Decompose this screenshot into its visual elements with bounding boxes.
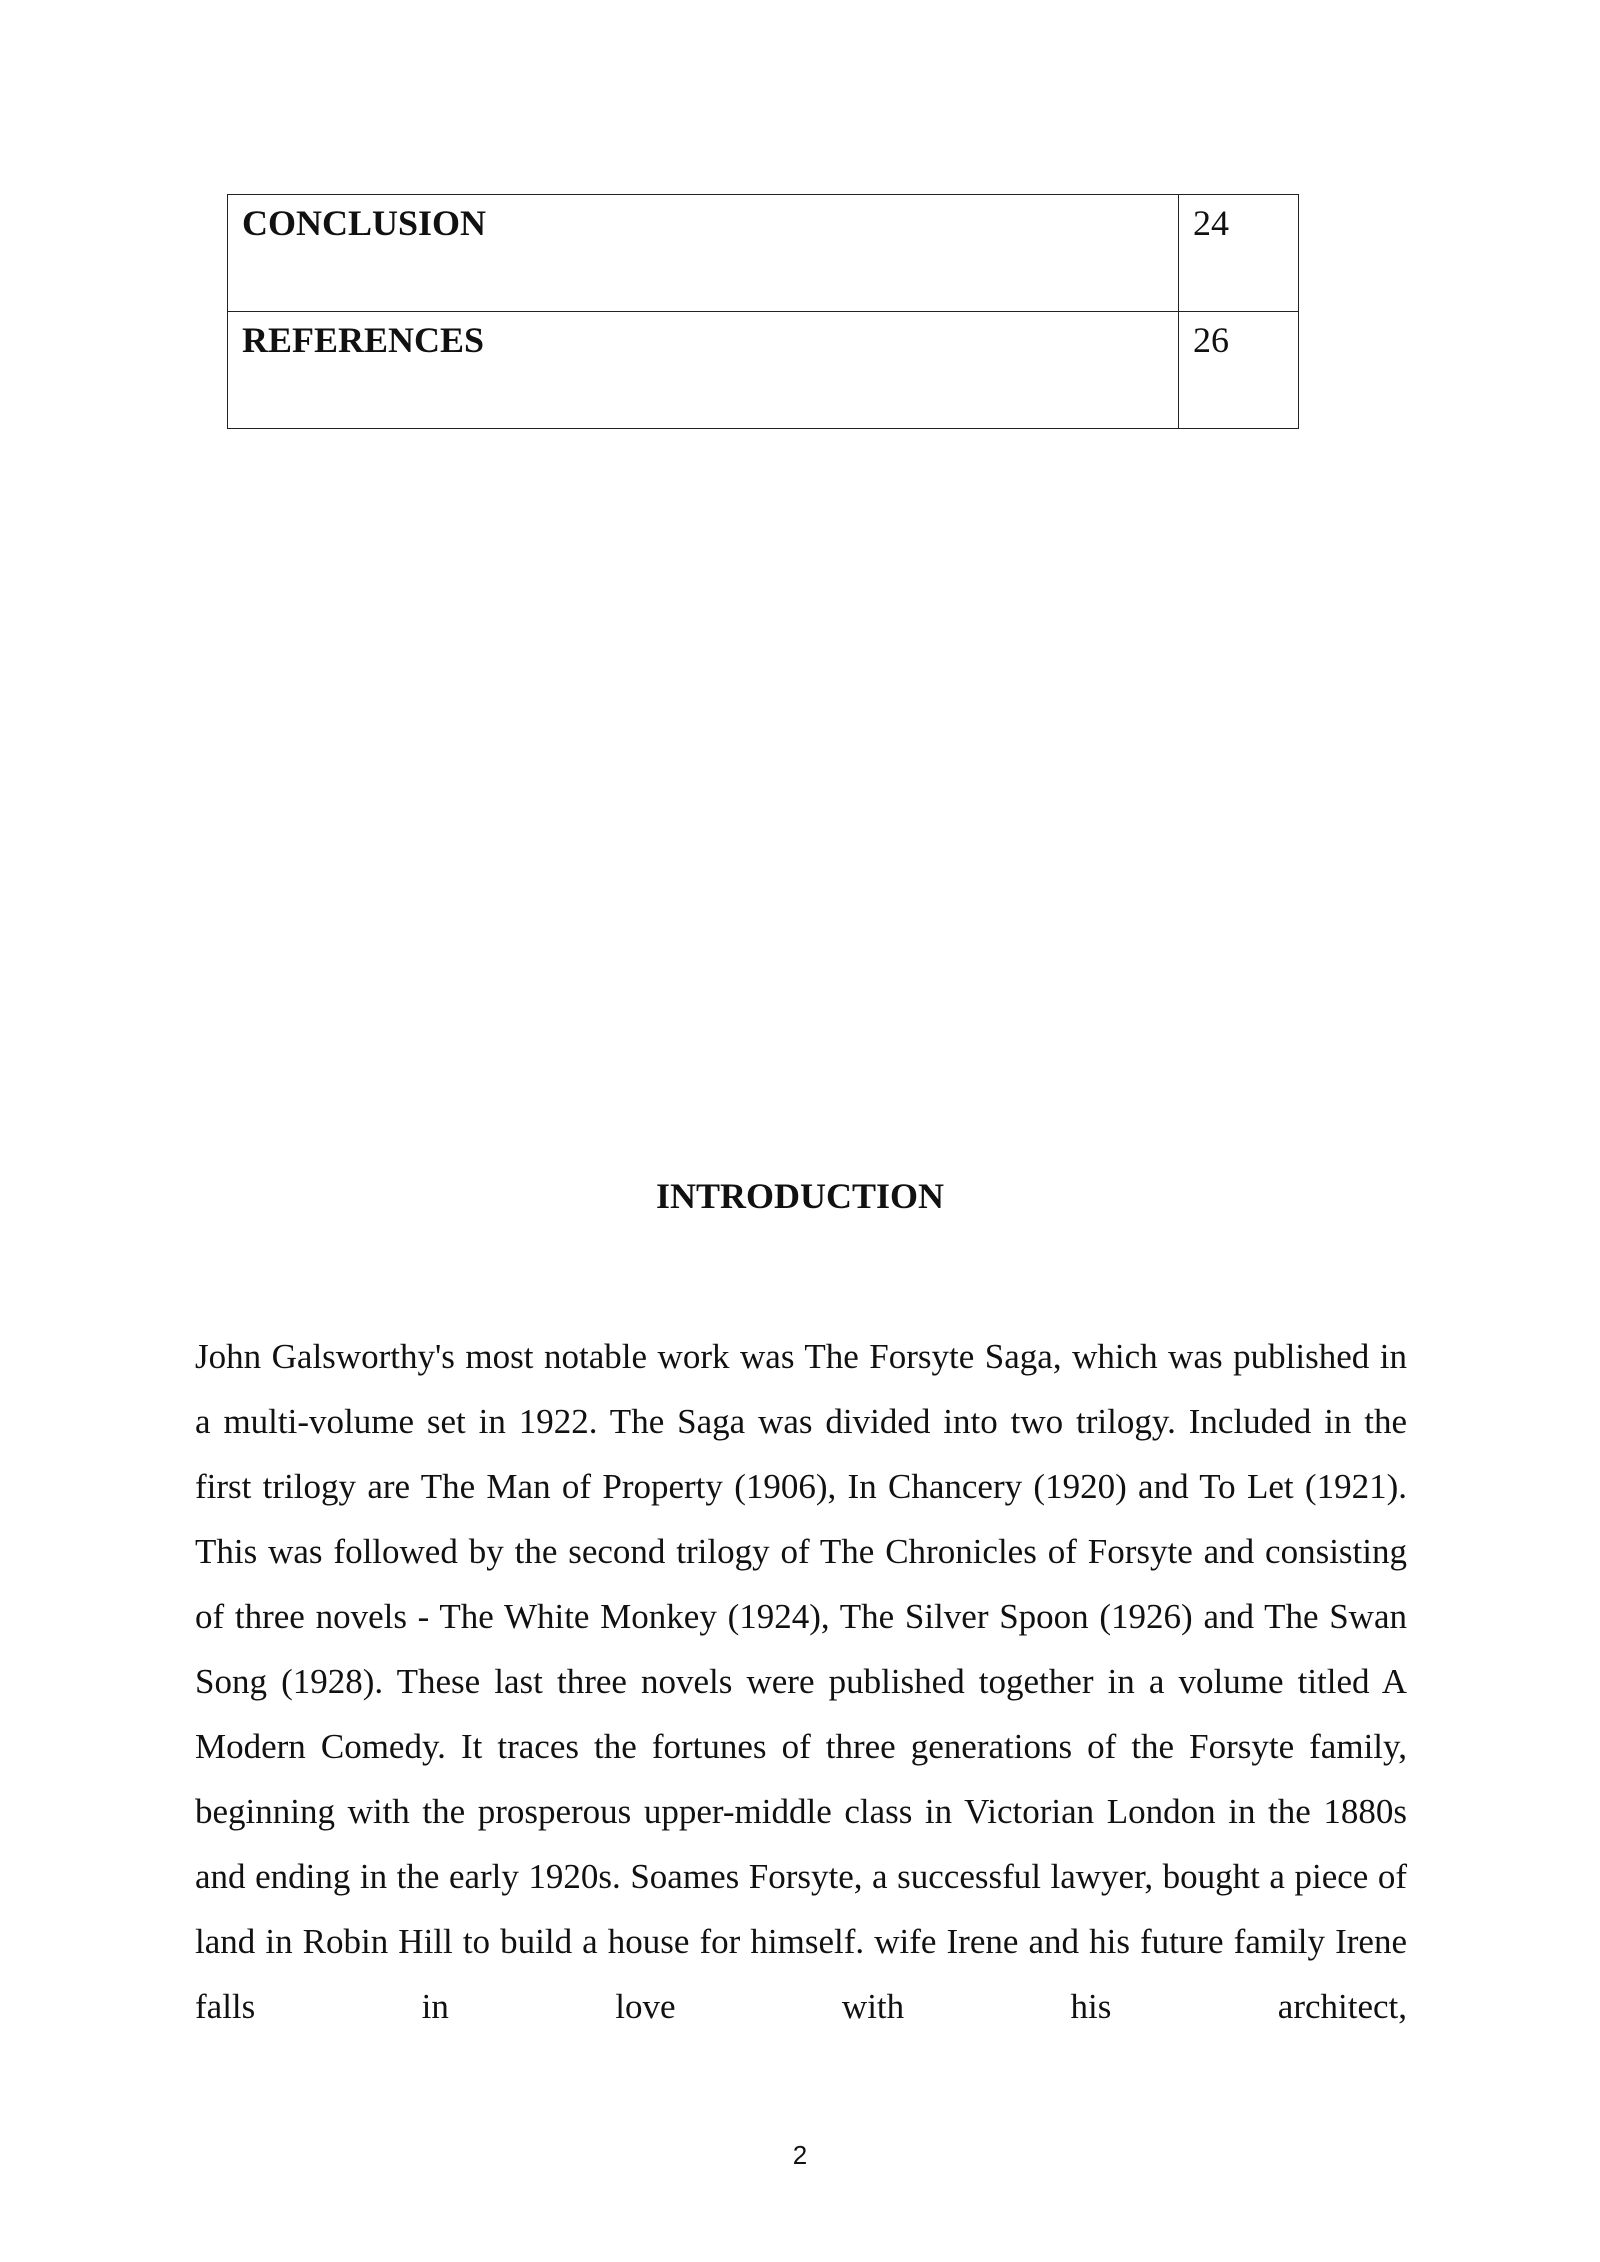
section-heading: INTRODUCTION bbox=[655, 1176, 945, 1216]
table-row bbox=[228, 195, 1299, 312]
toc-entry-page: 26 bbox=[1179, 312, 1299, 429]
toc-entry-page: 24 bbox=[1179, 195, 1299, 312]
table-of-contents bbox=[227, 194, 1299, 429]
toc-entry-title: CONCLUSION bbox=[228, 195, 1179, 312]
body-paragraph: John Galsworthy's most notable work was The Forsyte Saga, which was published in a multi-volume set in 1922. The Saga was divided into two trilogy. Included in the first trilogy are The Man of Property (1906), In Chancery (1920) and To Let (1921). This was followed by the second trilogy of The Chronicles of Forsyte and consisting of three novels - The White Monkey (1924), The Silver Spoon (1926) and The Swan Song (1928). These last three novels were published together in a volume titled A Modern Comedy. It traces the fortunes of three generations of the Forsyte family, beginning with the prosperous upper-middle class in Victorian London in the 1880s and ending in the early 1920s. Soames Forsyte, a successful lawyer, bought a piece of land in Robin Hill to build a house for himself. wife Irene and his future family Irene falls in love with his architect, bbox=[195, 1337, 1407, 2026]
toc-entry-title: REFERENCES bbox=[228, 312, 1179, 429]
page-number: 2 bbox=[792, 2140, 808, 2170]
table-row bbox=[228, 312, 1299, 429]
